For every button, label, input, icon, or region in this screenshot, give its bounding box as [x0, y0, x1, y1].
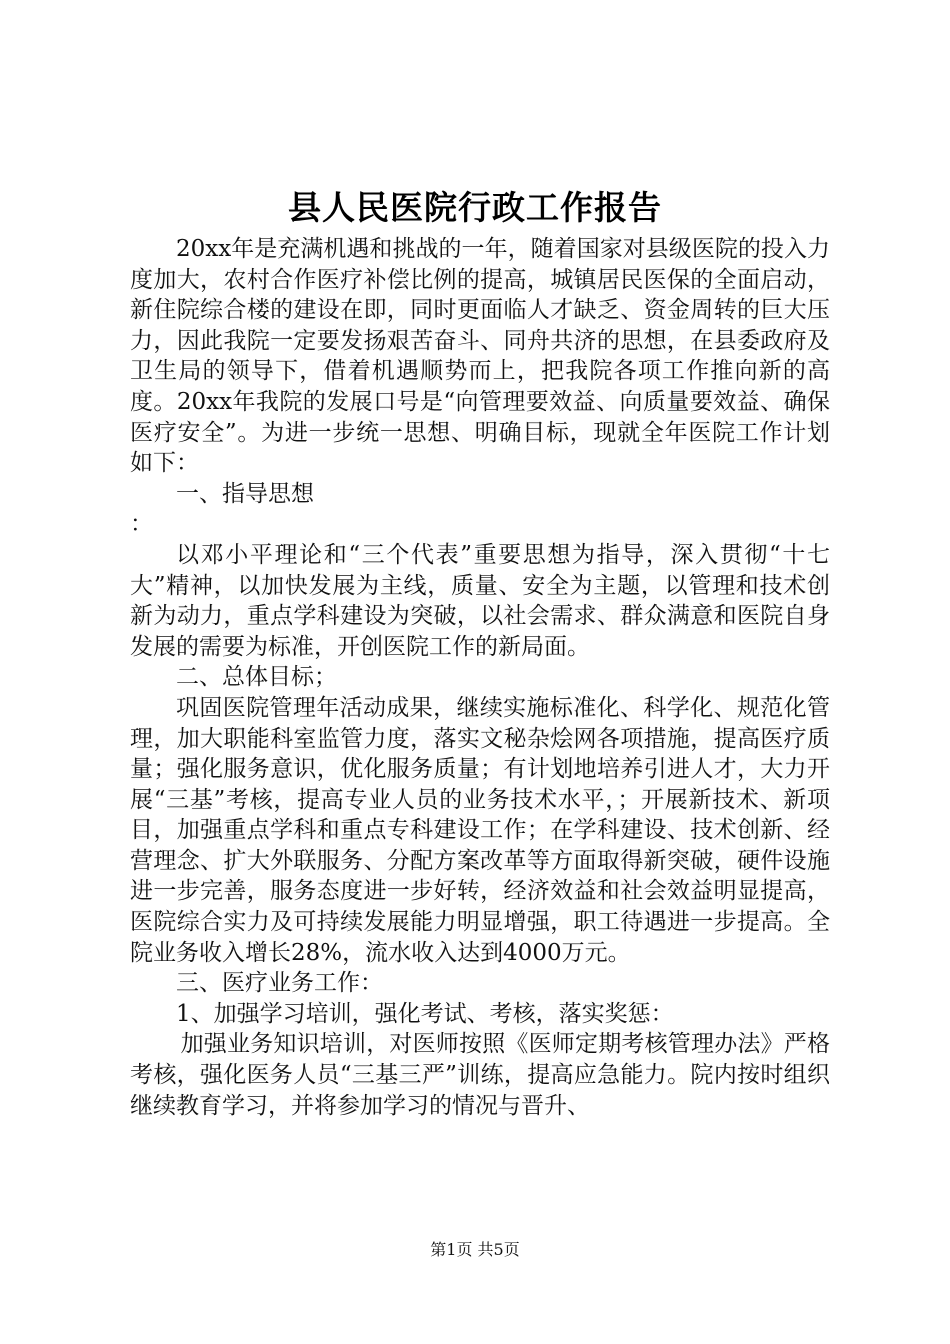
section-heading-overall-goals: 二、总体目标； [176, 664, 337, 691]
section-heading-medical-work: 三、医疗业务工作： [176, 970, 383, 997]
document-body [130, 234, 830, 1121]
document-title: 县人民医院行政工作报告 [288, 188, 662, 227]
overall-goals-paragraph: 巩固医院管理年活动成果，继续实施标准化、科学化、规范化管理，加大职能科室监管力度，落实文秘杂烩网各项措施，提高医疗质量；强化服务意识，优化服务质量；有计划地培养引进人才，大力开展“三基”考核，提高专业人员的业务技术水平，；开展新技术、新项目，加强重点学科和重点专科建设工作；在学科建设、技术创新、经营理念、扩大外联服务、分配方案改革等方面取得新突破，硬件设施进一步完善，服务态度进一步好转，经济效益和社会效益明显提高，医院综合实力及可持续发展能力明显增强，职工待遇进一步提高。全院业务收入增长28%，流水收入达到4000万元。 [130, 694, 830, 966]
guiding-ideology-paragraph: 以邓小平理论和“三个代表”重要思想为指导，深入贯彻“十七大”精神，以加快发展为主线，质量、安全为主题，以管理和技术创新为动力，重点学科建设为突破，以社会需求、群众满意和医院自身发展的需要为标准，开创医院工作的新局面。 [130, 541, 830, 660]
training-paragraph: 加强业务知识培训，对医师按照《医师定期考核管理办法》严格考核，强化医务人员“三基三严”训练，提高应急能力。院内按时组织继续教育学习，并将参加学习的情况与晋升、 [130, 1031, 830, 1119]
intro-paragraph: 20xx年是充满机遇和挑战的一年，随着国家对县级医院的投入力度加大，农村合作医疗补偿比例的提高，城镇居民医保的全面启动，新住院综合楼的建设在即，同时更面临人才缺乏、资金周转的巨大压力，因此我院一定要发扬艰苦奋斗、同舟共济的思想，在县委政府及卫生局的领导下，借着机遇顺势而上，把我院各项工作推向新的高度。20xx年我院的发展口号是“向管理要效益、向质量要效益、确保医疗安全”。为进一步统一思想、明确目标，现就全年医院工作计划如下： [130, 236, 830, 477]
page-footer: 第1页 共5页 [430, 1240, 520, 1259]
subsection-heading-training: 1、加强学习培训，强化考试、考核，落实奖惩： [176, 1000, 674, 1027]
colon-line: ： [130, 511, 153, 538]
section-heading-guiding-ideology: 一、指导思想 [176, 480, 314, 507]
